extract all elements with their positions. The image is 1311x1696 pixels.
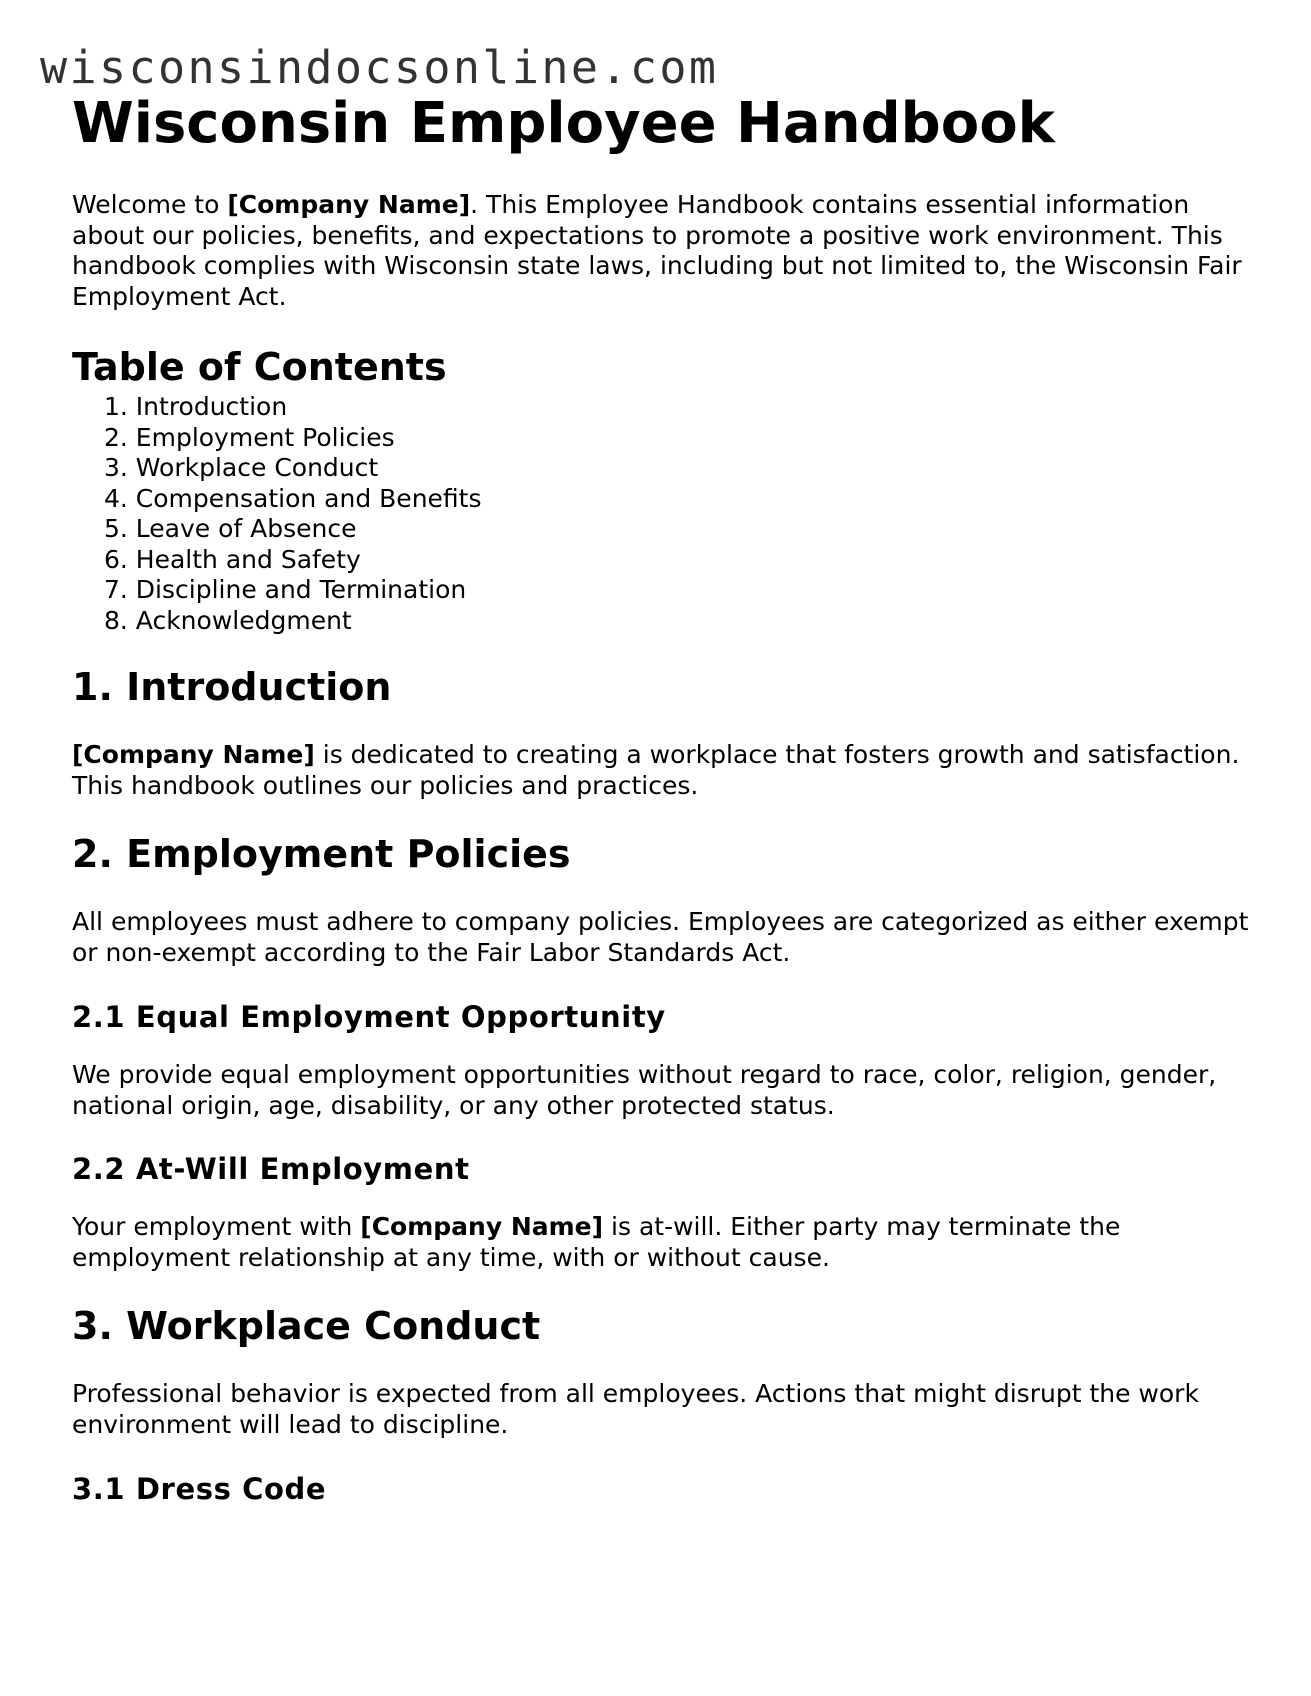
watermark: wisconsindocsonline.com	[40, 41, 719, 94]
company-name-placeholder: [Company Name]	[227, 190, 471, 219]
toc-item-health-safety: 6. Health and Safety	[104, 544, 361, 574]
subsection-equal-opportunity-heading: 2.1 Equal Employment Opportunity	[72, 1000, 666, 1034]
subsection-equal-opportunity-text: We provide equal employment opportunities without regard to race, color, religion, gender, national origin, age, disability, or any other protected status.	[72, 1060, 1217, 1120]
toc-item-discipline-termination: 7. Discipline and Termination	[104, 575, 467, 604]
section-workplace-conduct-heading: 3. Workplace Conduct	[72, 1304, 541, 1348]
intro-post: . This Employee Handbook contains essential information about our policies, benefits, and expectations to promote a positive work environment. This handbook complies with Wisconsin state laws, including but not limited to, the Wisconsin Fair Employment Act.	[72, 190, 1242, 311]
section-introduction-text	[72, 740, 1252, 801]
intro-paragraph	[72, 190, 1252, 312]
toc-heading: Table of Contents	[72, 345, 447, 389]
at-will-post: is at-will. Either party may terminate the employment relationship at any time, with or without cause.	[72, 1212, 1121, 1272]
section-employment-policies-heading: 2. Employment Policies	[72, 832, 571, 876]
company-name-placeholder: [Company Name]	[360, 1212, 604, 1241]
toc-item-workplace-conduct: 3. Workplace Conduct	[104, 453, 379, 482]
introduction-text: is dedicated to creating a workplace that fosters growth and satisfaction. This handbook outlines our policies and practices.	[72, 740, 1240, 800]
section-employment-policies-text: All employees must adhere to company policies. Employees are categorized as either exempt or non-exempt according to the Fair Labor Standards Act.	[72, 907, 1249, 967]
toc-item-introduction: 1. Introduction	[104, 392, 288, 421]
company-name-placeholder: [Company Name]	[72, 740, 315, 769]
toc-list	[72, 392, 1252, 636]
toc-item-acknowledgment: 8. Acknowledgment	[104, 605, 352, 635]
subsection-dress-code-heading: 3.1 Dress Code	[72, 1472, 327, 1506]
at-will-pre: Your employment with	[72, 1212, 361, 1241]
intro-pre: Welcome to	[72, 190, 228, 219]
toc-item-employment-policies: 2. Employment Policies	[104, 422, 395, 452]
section-introduction-heading: 1. Introduction	[72, 665, 392, 709]
document-page	[72, 88, 1252, 1508]
toc-item-leave-of-absence: 5. Leave of Absence	[104, 514, 357, 543]
subsection-at-will-heading: 2.2 At-Will Employment	[72, 1152, 470, 1186]
section-workplace-conduct-text: Professional behavior is expected from all employees. Actions that might disrupt the work environment will lead to discipline.	[72, 1379, 1199, 1439]
toc-item-compensation-benefits: 4. Compensation and Benefits	[104, 483, 482, 513]
document-title: Wisconsin Employee Handbook	[72, 91, 1055, 156]
subsection-at-will-text	[72, 1212, 1252, 1273]
